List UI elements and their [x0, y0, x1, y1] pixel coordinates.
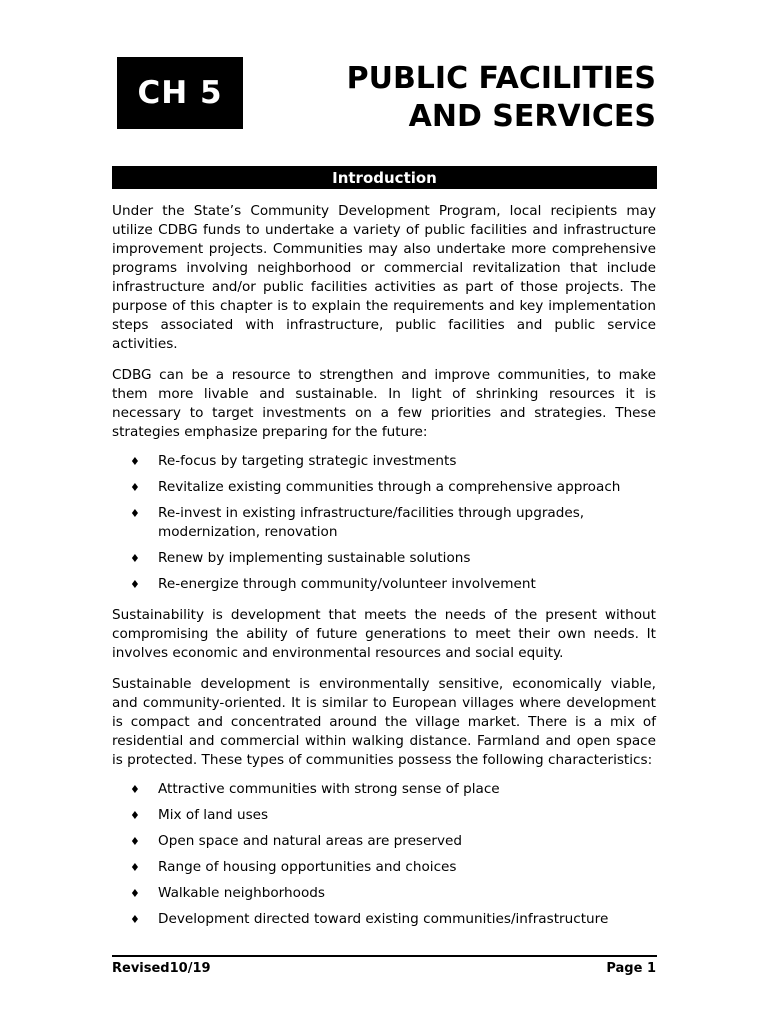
strategies-list — [112, 452, 656, 594]
list-item — [112, 452, 656, 471]
list-item-text: Revitalize existing communities through a comprehensive approach — [158, 479, 621, 495]
list-item — [112, 549, 656, 568]
characteristics-list — [112, 780, 656, 929]
diamond-bullet-icon: ♦ — [130, 507, 140, 520]
list-item — [112, 478, 656, 497]
diamond-bullet-icon: ♦ — [130, 809, 140, 822]
list-item — [112, 575, 656, 594]
paragraph-sustainability: Sustainability is development that meets the needs of the present without compromising the ability of future generations to meet their own needs. It involves economic and environmental resources and social equity. — [112, 607, 656, 661]
list-item — [112, 832, 656, 851]
list-item — [112, 858, 656, 877]
diamond-bullet-icon: ♦ — [130, 578, 140, 591]
diamond-bullet-icon: ♦ — [130, 783, 140, 796]
body-content — [112, 202, 656, 941]
list-item — [112, 504, 656, 542]
paragraph-sustainable-development: Sustainable development is environmentally sensitive, economically viable, and community-oriented. It is similar to European villages where development is compact and concentrated around the village market. There is a mix of residential and commercial within walking distance. Farmland and open space is protected. These types of communities possess the following characteristics: — [112, 676, 656, 768]
list-item-text: Re-invest in existing infrastructure/facilities through upgrades, modernization, renovation — [158, 505, 585, 540]
diamond-bullet-icon: ♦ — [130, 913, 140, 926]
list-item-text: Re-energize through community/volunteer involvement — [158, 576, 536, 592]
section-banner — [112, 166, 657, 189]
chapter-title-line-2: AND SERVICES — [408, 99, 656, 134]
list-item-text: Range of housing opportunities and choices — [158, 859, 457, 875]
list-item — [112, 884, 656, 903]
diamond-bullet-icon: ♦ — [130, 835, 140, 848]
diamond-bullet-icon: ♦ — [130, 455, 140, 468]
diamond-bullet-icon: ♦ — [130, 552, 140, 565]
diamond-bullet-icon: ♦ — [130, 887, 140, 900]
list-item — [112, 806, 656, 825]
diamond-bullet-icon: ♦ — [130, 481, 140, 494]
list-item — [112, 910, 656, 929]
list-item-text: Development directed toward existing communities/infrastructure — [158, 911, 609, 927]
list-item-text: Walkable neighborhoods — [158, 885, 325, 901]
diamond-bullet-icon: ♦ — [130, 861, 140, 874]
list-item-text: Re-focus by targeting strategic investments — [158, 453, 457, 469]
section-banner-label: Introduction — [332, 168, 437, 187]
list-item-text: Attractive communities with strong sense of place — [158, 781, 500, 797]
chapter-title — [347, 60, 656, 136]
chapter-badge-label: CH 5 — [137, 75, 223, 111]
page-number: Page 1 — [606, 961, 656, 976]
paragraph-cdbg-resource: CDBG can be a resource to strengthen and improve communities, to make them more livable and sustainable. In light of shrinking resources it is necessary to target investments on a few priorities and strategies. These strategies emphasize preparing for the future: — [112, 367, 656, 440]
list-item-text: Mix of land uses — [158, 807, 269, 823]
list-item-text: Renew by implementing sustainable solutions — [158, 550, 471, 566]
footer-divider — [112, 955, 657, 957]
chapter-title-line-1: PUBLIC FACILITIES — [346, 61, 656, 96]
revision-label: Revised10/19 — [112, 961, 211, 976]
chapter-badge — [117, 57, 243, 129]
list-item — [112, 780, 656, 799]
list-item-text: Open space and natural areas are preserved — [158, 833, 463, 849]
paragraph-intro: Under the State’s Community Development Program, local recipients may utilize CDBG funds to undertake a variety of public facilities and infrastructure improvement projects. Communities may also undertake more comprehensive programs involving neighborhood or commercial revitalization that include infrastructure and/or public facilities activities as part of those projects. The purpose of this chapter is to explain the requirements and key implementation steps associated with infrastructure, public facilities and public service activities. — [112, 203, 656, 352]
